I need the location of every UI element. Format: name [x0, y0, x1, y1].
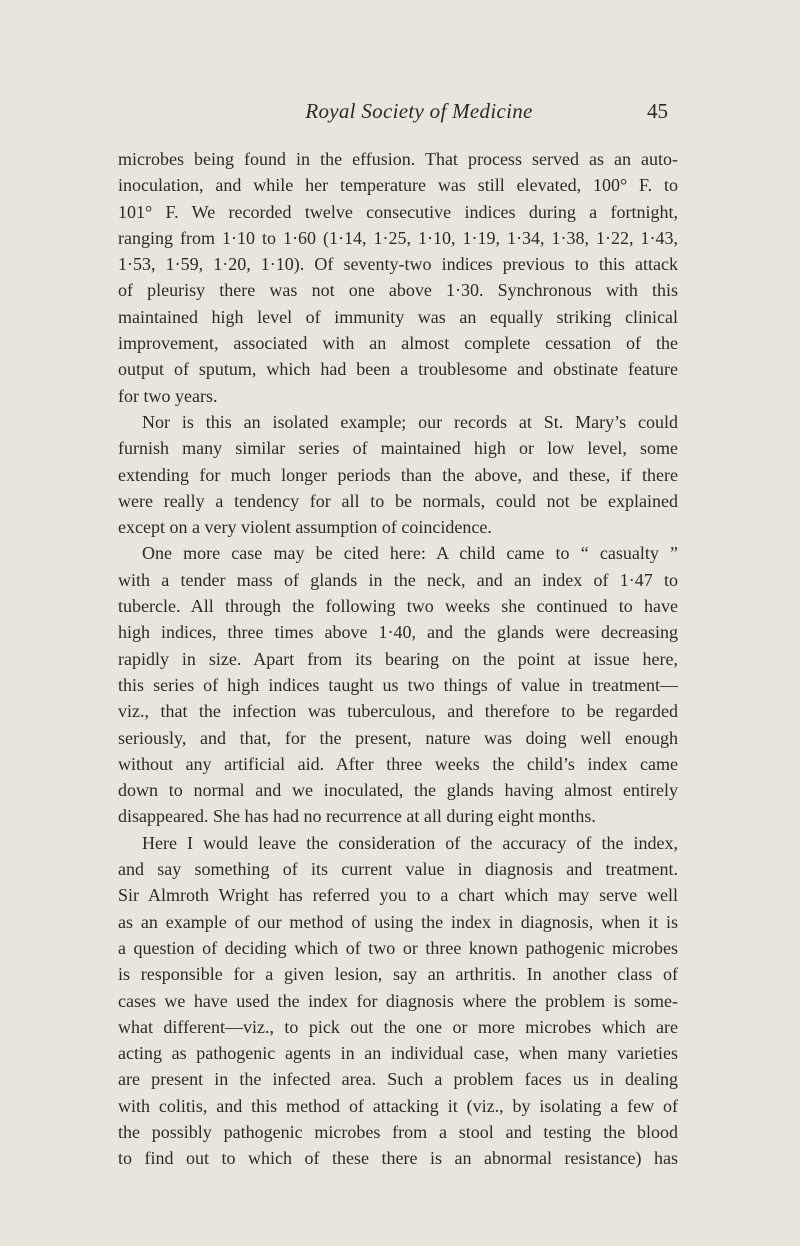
text-line: improvement, associated with an almost complete cessation of the	[118, 333, 678, 354]
text-line: 101° F. We recorded twelve consecutive indices during a fortnight,	[118, 201, 678, 222]
text-line: 1·53, 1·59, 1·20, 1·10). Of seventy-two indices previous to this attack	[118, 254, 678, 275]
text-line: as an example of our method of using the index in diagnosis, when it is	[118, 911, 678, 932]
text-line: this series of high indices taught us two things of value in treatment—	[118, 674, 678, 695]
text-line: what different—viz., to pick out the one or more microbes which are	[118, 1016, 678, 1037]
paragraph	[118, 540, 678, 829]
page-number: 45	[647, 99, 668, 123]
text-line: for two years.	[118, 385, 218, 406]
text-line: Nor is this an isolated example; our records at St. Mary’s could	[142, 411, 678, 432]
text-line: furnish many similar series of maintained high or low level, some	[118, 438, 678, 459]
paragraph	[118, 409, 678, 540]
text-line: maintained high level of immunity was an equally striking clinical	[118, 306, 678, 327]
text-line: extending for much longer periods than the above, and these, if there	[118, 464, 678, 485]
text-line: a question of deciding which of two or three known pathogenic microbes	[118, 937, 678, 958]
text-line: disappeared. She has had no recurrence at all during eight months.	[118, 806, 596, 827]
text-line: and say something of its current value in diagnosis and treatment.	[118, 859, 678, 880]
text-line: were really a tendency for all to be normals, could not be explained	[118, 490, 678, 511]
text-line: to find out to which of these there is an abnormal resistance) has	[118, 1148, 678, 1169]
text-line: except on a very violent assumption of coincidence.	[118, 517, 492, 538]
text-line: ranging from 1·10 to 1·60 (1·14, 1·25, 1·10, 1·19, 1·34, 1·38, 1·22, 1·43,	[118, 227, 678, 248]
text-line: inoculation, and while her temperature was still elevated, 100° F. to	[118, 175, 678, 196]
text-line: tubercle. All through the following two weeks she continued to have	[118, 596, 678, 617]
text-line: high indices, three times above 1·40, and the glands were decreasing	[118, 622, 678, 643]
text-line: down to normal and we inoculated, the glands having almost entirely	[118, 780, 678, 801]
text-line: are present in the infected area. Such a problem faces us in dealing	[118, 1069, 678, 1090]
paragraph	[118, 146, 678, 409]
text-line: Sir Almroth Wright has referred you to a chart which may serve well	[118, 885, 678, 906]
text-line: is responsible for a given lesion, say an arthritis. In another class of	[118, 964, 678, 985]
text-line: output of sputum, which had been a troublesome and obstinate feature	[118, 359, 678, 380]
text-line: with a tender mass of glands in the neck, and an index of 1·47 to	[118, 569, 678, 590]
text-line: rapidly in size. Apart from its bearing on the point at issue here,	[118, 648, 678, 669]
body-text	[118, 146, 678, 1172]
text-line: microbes being found in the effusion. That process served as an auto-	[118, 149, 678, 169]
paragraph	[118, 830, 678, 1172]
text-line: One more case may be cited here: A child came to “ casualty ”	[142, 543, 678, 564]
text-line: with colitis, and this method of attacking it (viz., by isolating a few of	[118, 1095, 678, 1116]
text-line: the possibly pathogenic microbes from a stool and testing the blood	[118, 1121, 678, 1142]
text-line: Here I would leave the consideration of the accuracy of the index,	[142, 832, 678, 853]
text-line: seriously, and that, for the present, nature was doing well enough	[118, 727, 678, 748]
text-line: viz., that the infection was tuberculous, and therefore to be regarded	[118, 701, 678, 722]
running-head	[0, 99, 800, 129]
text-line: of pleurisy there was not one above 1·30. Synchronous with this	[118, 280, 678, 301]
text-line: acting as pathogenic agents in an individual case, when many varieties	[118, 1043, 678, 1064]
text-line: cases we have used the index for diagnosis where the problem is some-	[118, 990, 678, 1011]
running-title: Royal Society of Medicine	[305, 99, 533, 123]
text-line: without any artificial aid. After three weeks the child’s index came	[118, 753, 678, 774]
